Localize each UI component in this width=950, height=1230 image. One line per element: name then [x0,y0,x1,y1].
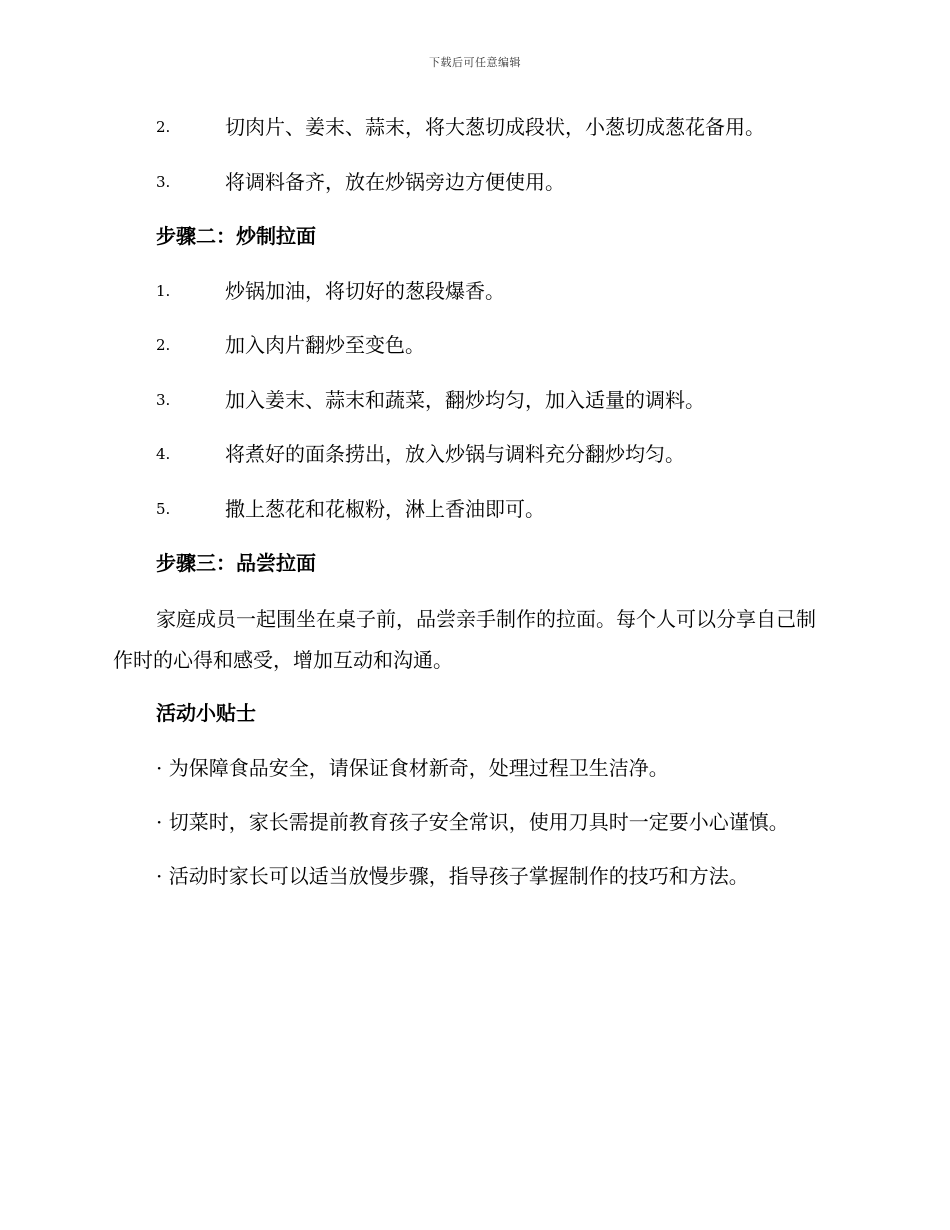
page-header: 下载后可任意编辑 [429,56,521,69]
fry-step-2 [113,326,833,381]
fry-step-1 [113,272,833,327]
step-number: 3. [156,172,171,191]
fry-step-3 [113,381,833,436]
step-number: 4. [156,445,171,463]
step-number: 2. [156,118,171,136]
step-number: 1. [156,281,171,300]
step-number: 3. [156,390,171,409]
step-text: 将调料备齐，放在炒锅旁边方便使用。 [225,169,565,194]
fry-step-4 [113,435,833,490]
tips-heading: 活动小贴士 [156,700,256,725]
step-number: 5. [156,499,171,518]
step-text: 撒上葱花和花椒粉，淋上香油即可。 [225,496,545,521]
tip-item-2: · 切菜时，家长需提前教育孩子安全常识，使用刀具时一定要小心谨慎。 [156,810,789,834]
prep-step-2 [113,108,833,163]
prep-step-3 [113,163,833,218]
step3-paragraph: 家庭成员一起围坐在桌子前，品尝亲手制作的拉面。每个人可以分享自己制作时的心得和感受，增加互动和沟通。 [113,606,816,672]
step-text: 炒锅加油，将切好的葱段爆香。 [225,278,505,303]
step-text: 加入肉片翻炒至变色。 [225,333,425,357]
step-text: 切肉片、姜末、蒜末，将大葱切成段状，小葱切成葱花备用。 [225,115,765,139]
fry-step-5 [113,490,833,545]
tip-item-3: · 活动时家长可以适当放慢步骤，指导孩子掌握制作的技巧和方法。 [156,864,749,888]
tip-item-1: · 为保障食品安全，请保证食材新奇，处理过程卫生洁净。 [156,756,669,780]
section-heading-step3: 步骤三：品尝拉面 [156,551,316,575]
step-text: 加入姜末、蒜末和蔬菜，翻炒均匀，加入适量的调料。 [225,387,705,412]
step-text: 将煮好的面条捞出，放入炒锅与调料充分翻炒均匀。 [225,442,685,466]
document-body [113,108,833,910]
step-number: 2. [156,336,171,354]
section-heading-step2: 步骤二：炒制拉面 [156,224,316,248]
